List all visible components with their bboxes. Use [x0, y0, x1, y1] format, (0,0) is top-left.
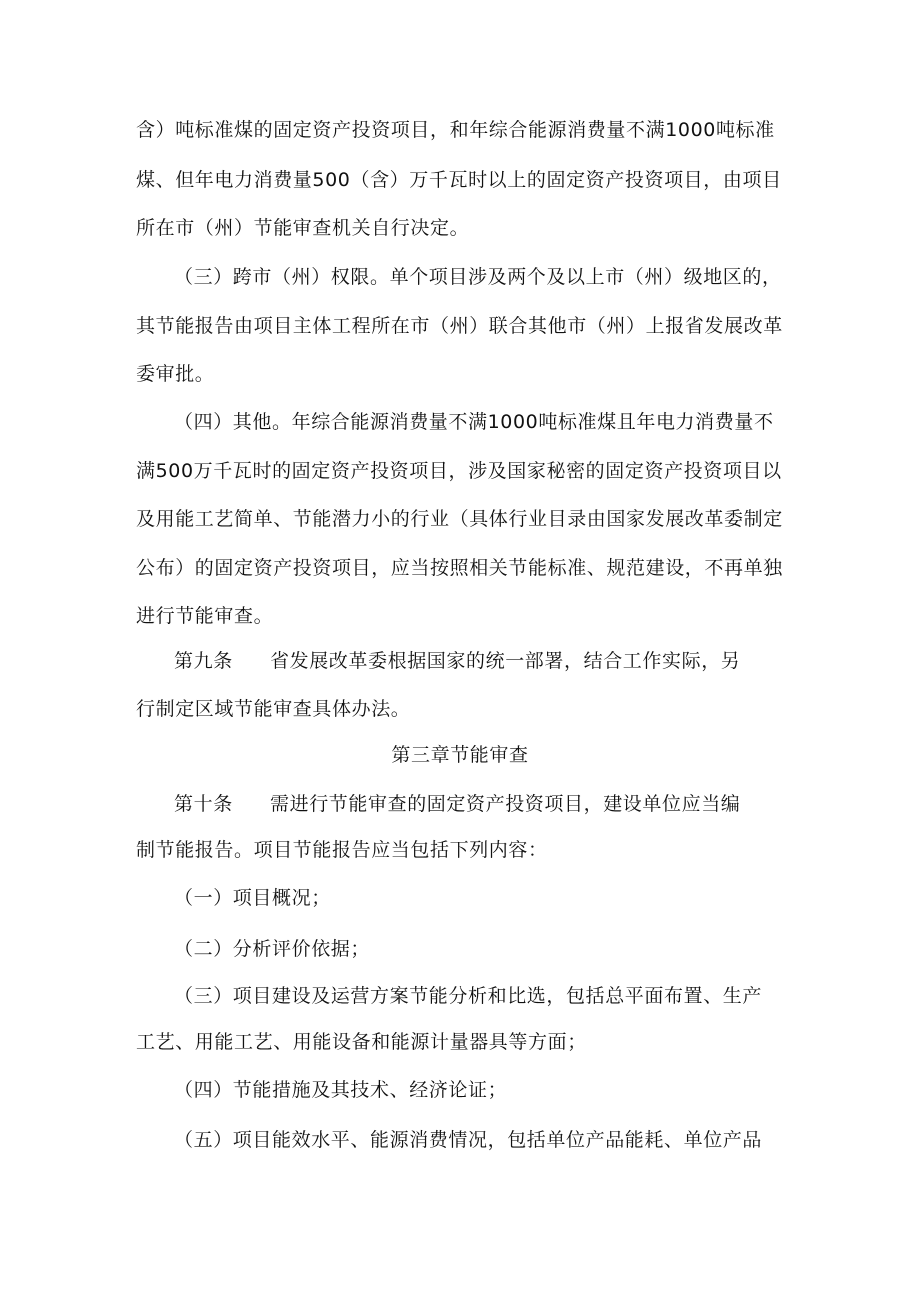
- list-item: （五）项目能效水平、能源消费情况，包括单位产品能耗、单位产品: [174, 1129, 763, 1151]
- text-line: 委审批。: [136, 363, 215, 385]
- text-line: 含）吨标准煤的固定资产投资项目，和年综合能源消费量不满1000吨标准: [136, 119, 775, 141]
- chapter-title: 第三章节能审查: [391, 744, 529, 766]
- article-9-number: 第九条: [174, 650, 233, 672]
- list-item: （四）节能措施及其技术、经济论证；: [174, 1079, 508, 1101]
- article-10-number: 第十条: [174, 793, 233, 815]
- text-line: 公布）的固定资产投资项目，应当按照相关节能标准、规范建设，不再单独: [136, 557, 783, 579]
- text-line: 进行节能审查。: [136, 605, 274, 627]
- text-line: 工艺、用能工艺、用能设备和能源计量器具等方面；: [136, 1031, 587, 1053]
- text-line: （四）其他。年综合能源消费量不满1000吨标准煤且年电力消费量不: [174, 411, 774, 433]
- list-item: （一）项目概况；: [174, 887, 331, 909]
- article-9-line: [174, 641, 740, 681]
- text-line: 煤、但年电力消费量500（含）万千瓦时以上的固定资产投资项目，由项目: [136, 169, 782, 191]
- article-10-text: 需进行节能审查的固定资产投资项目，建设单位应当编: [270, 793, 741, 815]
- text-line: 所在市（州）节能审查机关自行决定。: [136, 217, 470, 239]
- text-line: 其节能报告由项目主体工程所在市（州）联合其他市（州）上报省发展改革: [136, 315, 783, 337]
- text-line: 行制定区域节能审查具体办法。: [136, 698, 411, 720]
- article-10-line: [174, 784, 740, 824]
- text-line: 及用能工艺简单、节能潜力小的行业（具体行业目录由国家发展改革委制定: [136, 508, 783, 530]
- list-item: （二）分析评价依据；: [174, 938, 371, 960]
- text-line: 制节能报告。项目节能报告应当包括下列内容：: [136, 839, 548, 861]
- list-item: （三）项目建设及运营方案节能分析和比选，包括总平面布置、生产: [174, 985, 763, 1007]
- article-9-text: 省发展改革委根据国家的统一部署，结合工作实际，另: [270, 650, 741, 672]
- text-line: （三）跨市（州）权限。单个项目涉及两个及以上市（州）级地区的，: [174, 266, 782, 288]
- text-line: 满500万千瓦时的固定资产投资项目，涉及国家秘密的固定资产投资项目以: [136, 460, 782, 482]
